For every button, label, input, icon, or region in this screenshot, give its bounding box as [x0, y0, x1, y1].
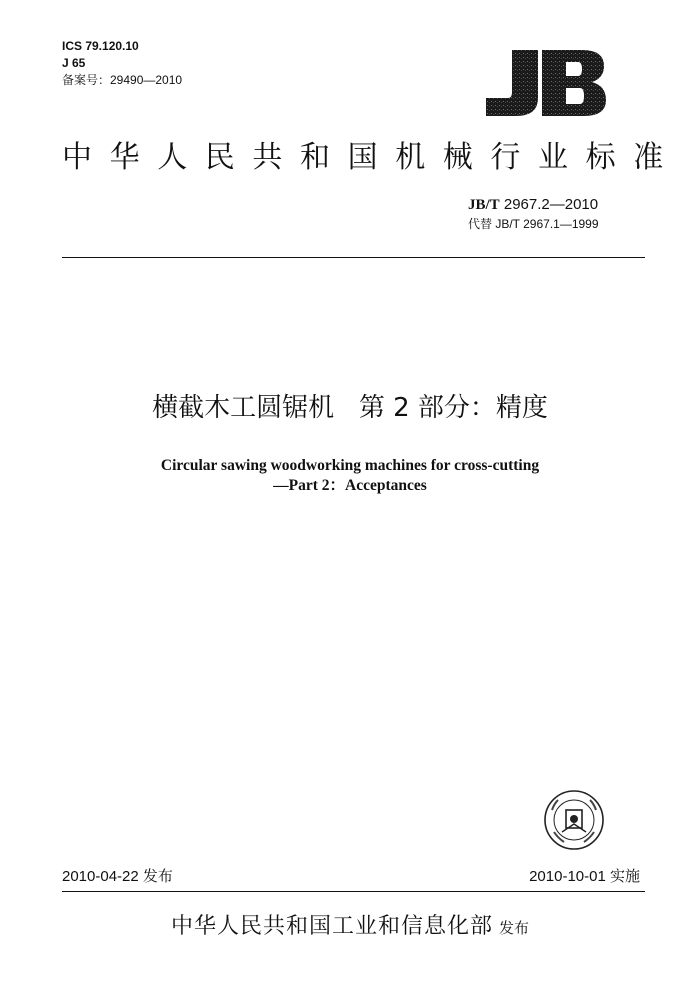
top-divider: [62, 257, 645, 258]
title-english: [0, 456, 700, 496]
publisher: [0, 913, 700, 941]
implementation-date: 2010-10-01 实施: [529, 868, 640, 885]
header-meta: [62, 38, 182, 89]
standard-prefix: JB/T: [468, 197, 500, 213]
publisher-seal-icon: [542, 788, 606, 852]
ics-code: ICS 79.120.10: [62, 39, 139, 53]
classification-code: J 65: [62, 56, 86, 70]
organization-title: 中华人民共和国机械行业标准: [62, 140, 681, 175]
publisher-verb: 发布: [499, 919, 530, 937]
jb-logo: [478, 48, 608, 118]
standard-number-value: 2967.2—2010: [499, 196, 599, 213]
record-number: 备案号：29490—2010: [62, 73, 183, 87]
title-english-line1: Circular sawing woodworking machines for cross-cutting: [160, 457, 540, 474]
title-english-line2: —Part 2：Acceptances: [273, 477, 427, 494]
replaces-standard: 代替 JB/T 2967.1—1999: [468, 217, 599, 231]
issue-date: 2010-04-22 发布: [62, 868, 173, 885]
publisher-name: 中华人民共和国工业和信息化部: [170, 914, 493, 939]
title-chinese: 横截木工圆锯机 第 2 部分：精度: [152, 393, 548, 423]
standard-number: [468, 196, 598, 214]
bottom-divider: [62, 891, 645, 892]
